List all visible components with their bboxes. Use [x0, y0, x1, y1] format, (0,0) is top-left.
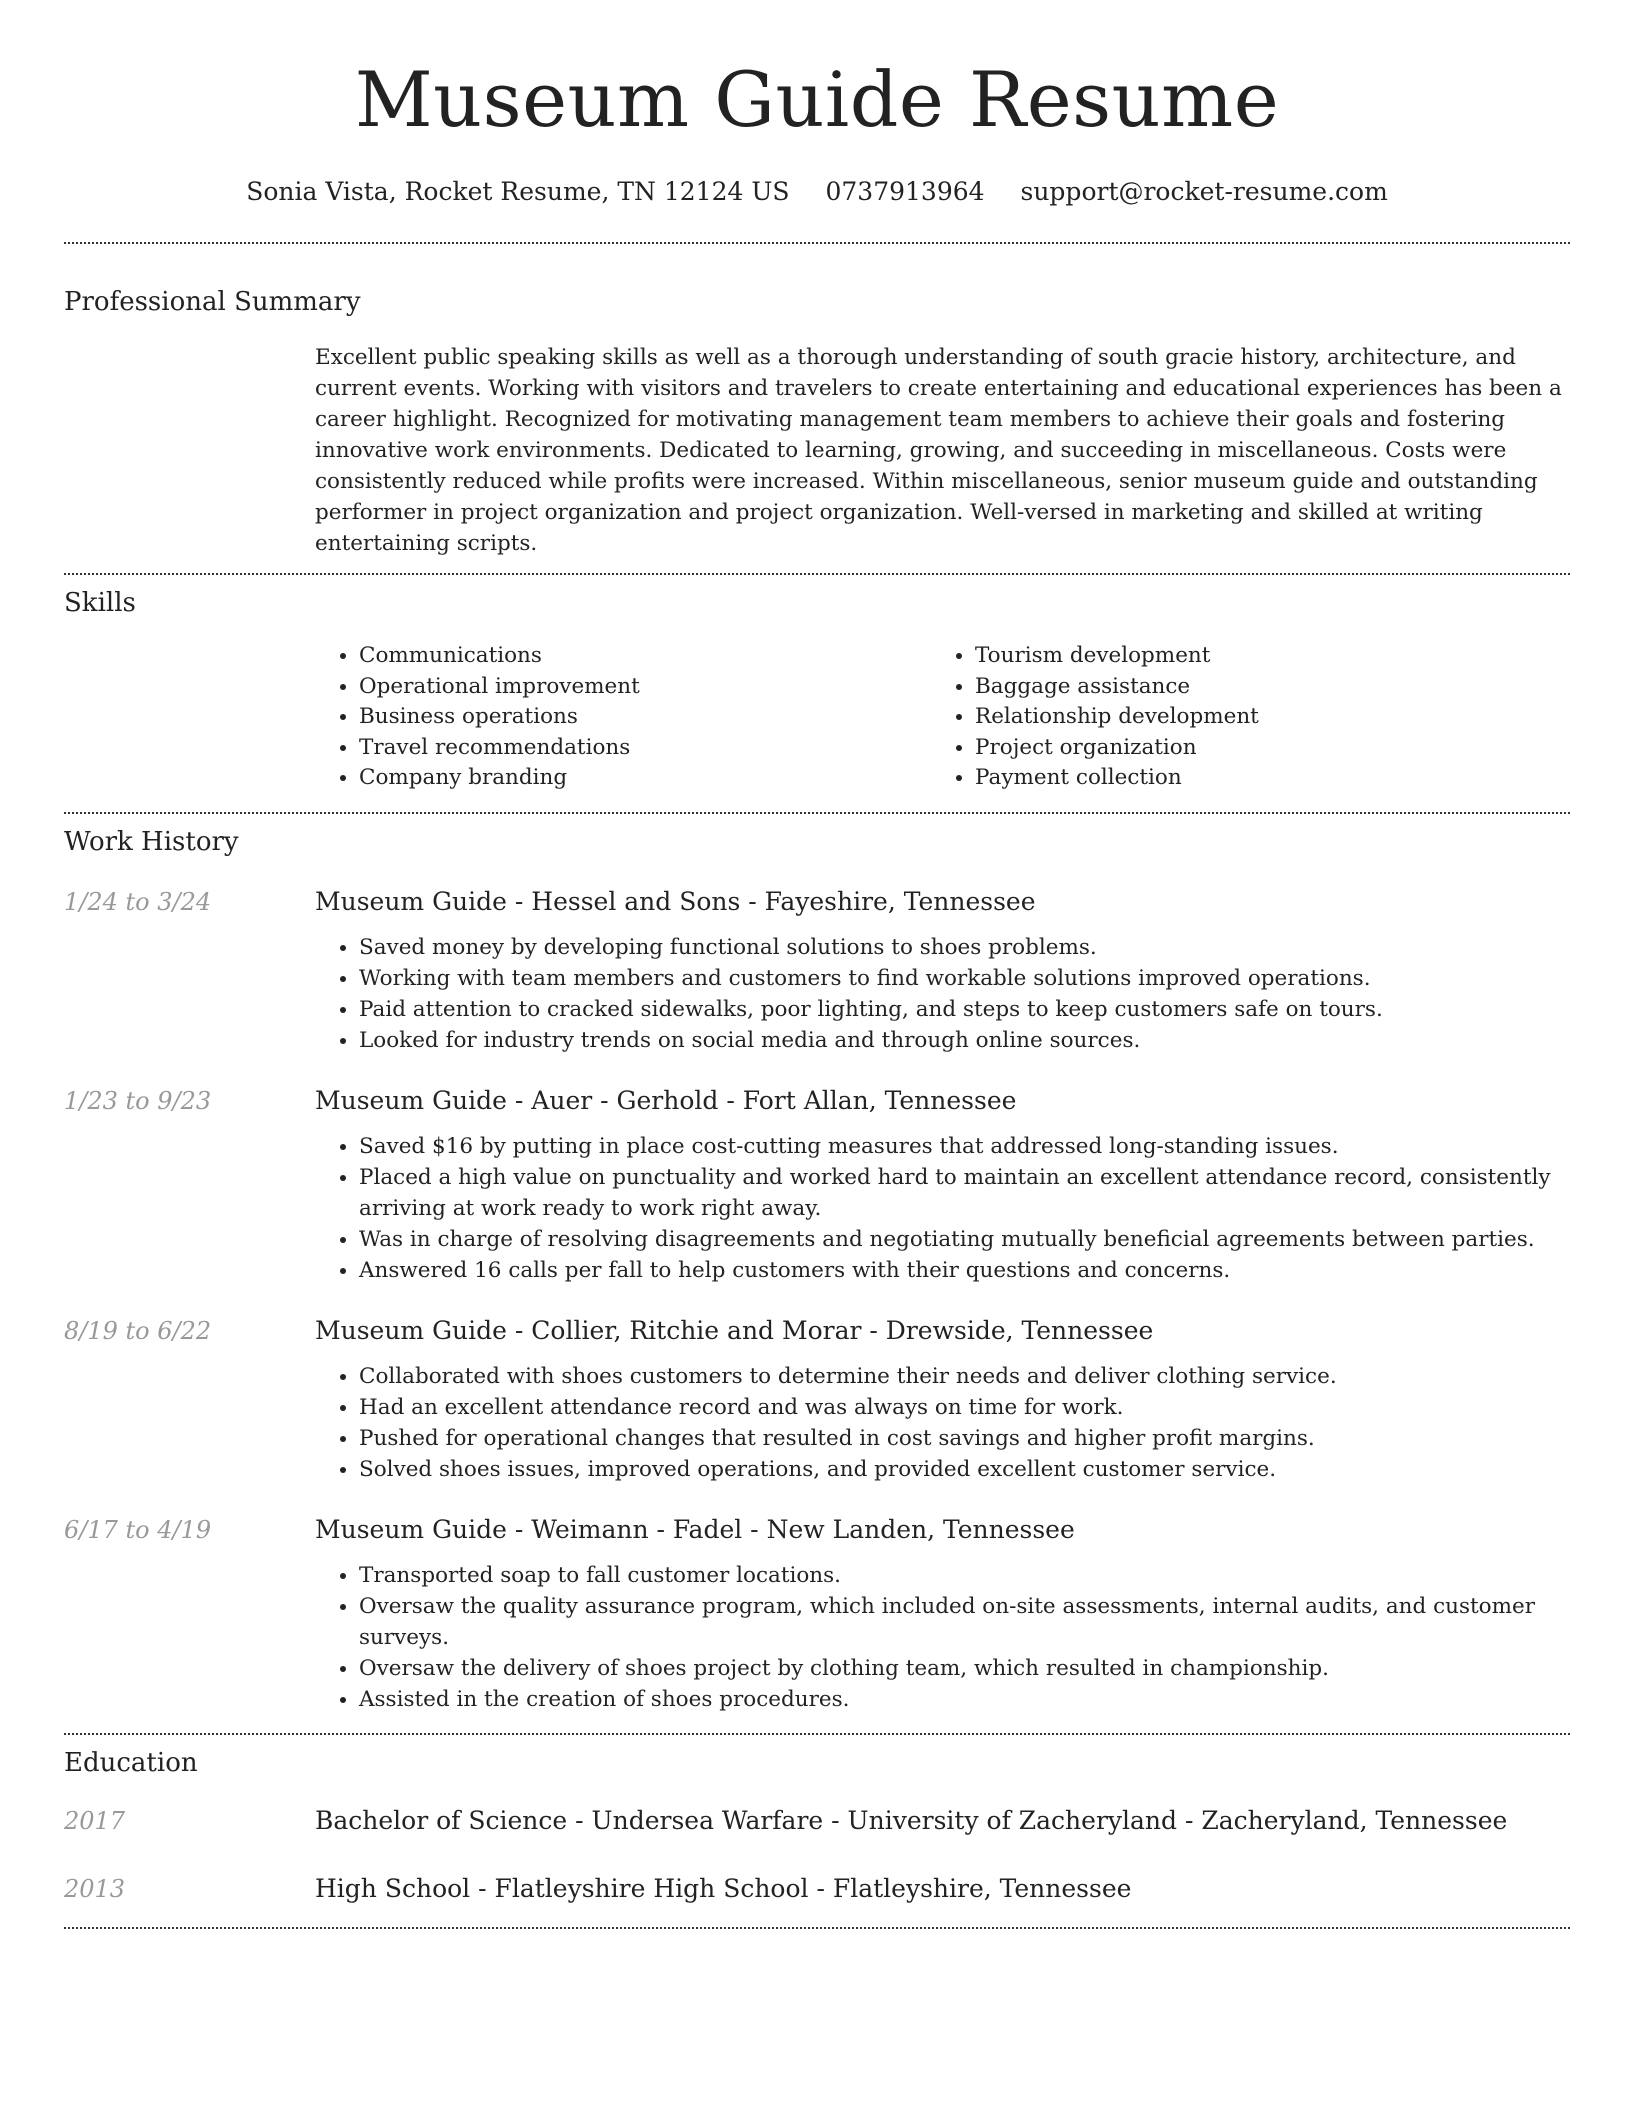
job-bullet: • Saved money by developing functional solutions to shoes problems. [359, 932, 1570, 963]
resume-page [64, 0, 1570, 1929]
job-bullet: • Assisted in the creation of shoes procedures. [359, 1684, 1570, 1715]
education-detail: Bachelor of Science - Undersea Warfare - University of Zacheryland - Zacheryland, Tennessee [315, 1805, 1508, 1835]
summary-text: Excellent public speaking skills as well as a thorough understanding of south gracie history, architecture, and current events. Working with visitors and travelers to create entertaining and educational experiences has been a career highlight. Recognized for motivating management team members to achieve their goals and fostering innovative work environments. Dedicated to learning, growing, and succeeding in miscellaneous. Costs were consistently reduced while profits were increased. Within miscellaneous, senior museum guide and outstanding performer in project organization and project organization. Well-versed in marketing and skilled at writing entertaining scripts. [315, 345, 1562, 556]
skills-list [315, 641, 1570, 794]
education-entry [64, 1873, 1570, 1905]
job-title: Museum Guide - Collier, Ritchie and Morar - Drewside, Tennessee [315, 1315, 1154, 1345]
skill-item: • Operational improvement [359, 672, 931, 703]
job-dates: 8/19 to 6/22 [64, 1316, 212, 1345]
skills-column-right [931, 641, 1535, 794]
education-entry [64, 1805, 1570, 1837]
summary-heading: Professional Summary [64, 287, 361, 317]
section-divider [64, 1927, 1570, 1929]
section-divider [64, 573, 1570, 575]
job-bullet: • Oversaw the quality assurance program, which included on-site assessments, internal audits, and customer surveys. [359, 1591, 1570, 1653]
skill-item: • Tourism development [975, 641, 1535, 672]
contact-email: support@rocket-resume.com [1020, 177, 1388, 206]
contact-line [64, 176, 1570, 208]
work-history-heading: Work History [64, 826, 239, 857]
job-bullet: • Transported soap to fall customer locations. [359, 1560, 1570, 1591]
skill-item: • Travel recommendations [359, 733, 931, 764]
job-entry [64, 1315, 1570, 1485]
skill-item: • Baggage assistance [975, 672, 1535, 703]
job-bullet: • Oversaw the delivery of shoes project by clothing team, which resulted in championship. [359, 1653, 1570, 1684]
job-bullet: • Working with team members and customers to find workable solutions improved operations. [359, 963, 1570, 994]
education-year: 2013 [64, 1874, 126, 1903]
job-title: Museum Guide - Hessel and Sons - Fayeshire, Tennessee [315, 886, 1036, 916]
job-dates: 1/24 to 3/24 [64, 887, 212, 916]
job-entry [64, 1085, 1570, 1286]
job-dates: 1/23 to 9/23 [64, 1086, 212, 1115]
job-bullet: • Looked for industry trends on social media and through online sources. [359, 1025, 1570, 1056]
contact-phone: 0737913964 [825, 177, 985, 206]
skill-item: • Business operations [359, 702, 931, 733]
resume-title: Museum Guide Resume [354, 55, 1280, 144]
job-bullet: • Saved $16 by putting in place cost-cutting measures that addressed long-standing issues. [359, 1131, 1570, 1162]
job-bullet: • Solved shoes issues, improved operations, and provided excellent customer service. [359, 1454, 1570, 1485]
job-bullets [315, 1560, 1570, 1715]
job-dates: 6/17 to 4/19 [64, 1515, 212, 1544]
education-heading: Education [64, 1747, 198, 1778]
job-bullet: • Pushed for operational changes that resulted in cost savings and higher profit margins. [359, 1423, 1570, 1454]
section-divider [64, 812, 1570, 814]
job-bullet: • Was in charge of resolving disagreements and negotiating mutually beneficial agreements between parties. [359, 1224, 1570, 1255]
job-entry [64, 886, 1570, 1056]
education-year: 2017 [64, 1806, 126, 1835]
section-divider [64, 242, 1570, 244]
skills-heading: Skills [64, 588, 136, 618]
contact-address: Sonia Vista, Rocket Resume, TN 12124 US [246, 177, 790, 206]
job-bullet: • Paid attention to cracked sidewalks, poor lighting, and steps to keep customers safe on tours. [359, 994, 1570, 1025]
section-divider [64, 1733, 1570, 1735]
job-bullets [315, 1361, 1570, 1485]
job-title: Museum Guide - Weimann - Fadel - New Landen, Tennessee [315, 1514, 1075, 1544]
skill-item: • Company branding [359, 763, 931, 794]
job-bullets [315, 1131, 1570, 1286]
job-bullet: • Had an excellent attendance record and was always on time for work. [359, 1392, 1570, 1423]
skill-item: • Payment collection [975, 763, 1535, 794]
skills-column-left [315, 641, 931, 794]
skill-item: • Project organization [975, 733, 1535, 764]
skill-item: • Relationship development [975, 702, 1535, 733]
education-detail: High School - Flatleyshire High School - Flatleyshire, Tennessee [315, 1873, 1132, 1903]
skill-item: • Communications [359, 641, 931, 672]
job-bullet: • Collaborated with shoes customers to determine their needs and deliver clothing service. [359, 1361, 1570, 1392]
job-bullets [315, 932, 1570, 1056]
job-title: Museum Guide - Auer - Gerhold - Fort Allan, Tennessee [315, 1085, 1017, 1115]
job-bullet: • Placed a high value on punctuality and worked hard to maintain an excellent attendance record, consistently arriving at work ready to work right away. [359, 1162, 1570, 1224]
job-bullet: • Answered 16 calls per fall to help customers with their questions and concerns. [359, 1255, 1570, 1286]
job-entry [64, 1514, 1570, 1715]
